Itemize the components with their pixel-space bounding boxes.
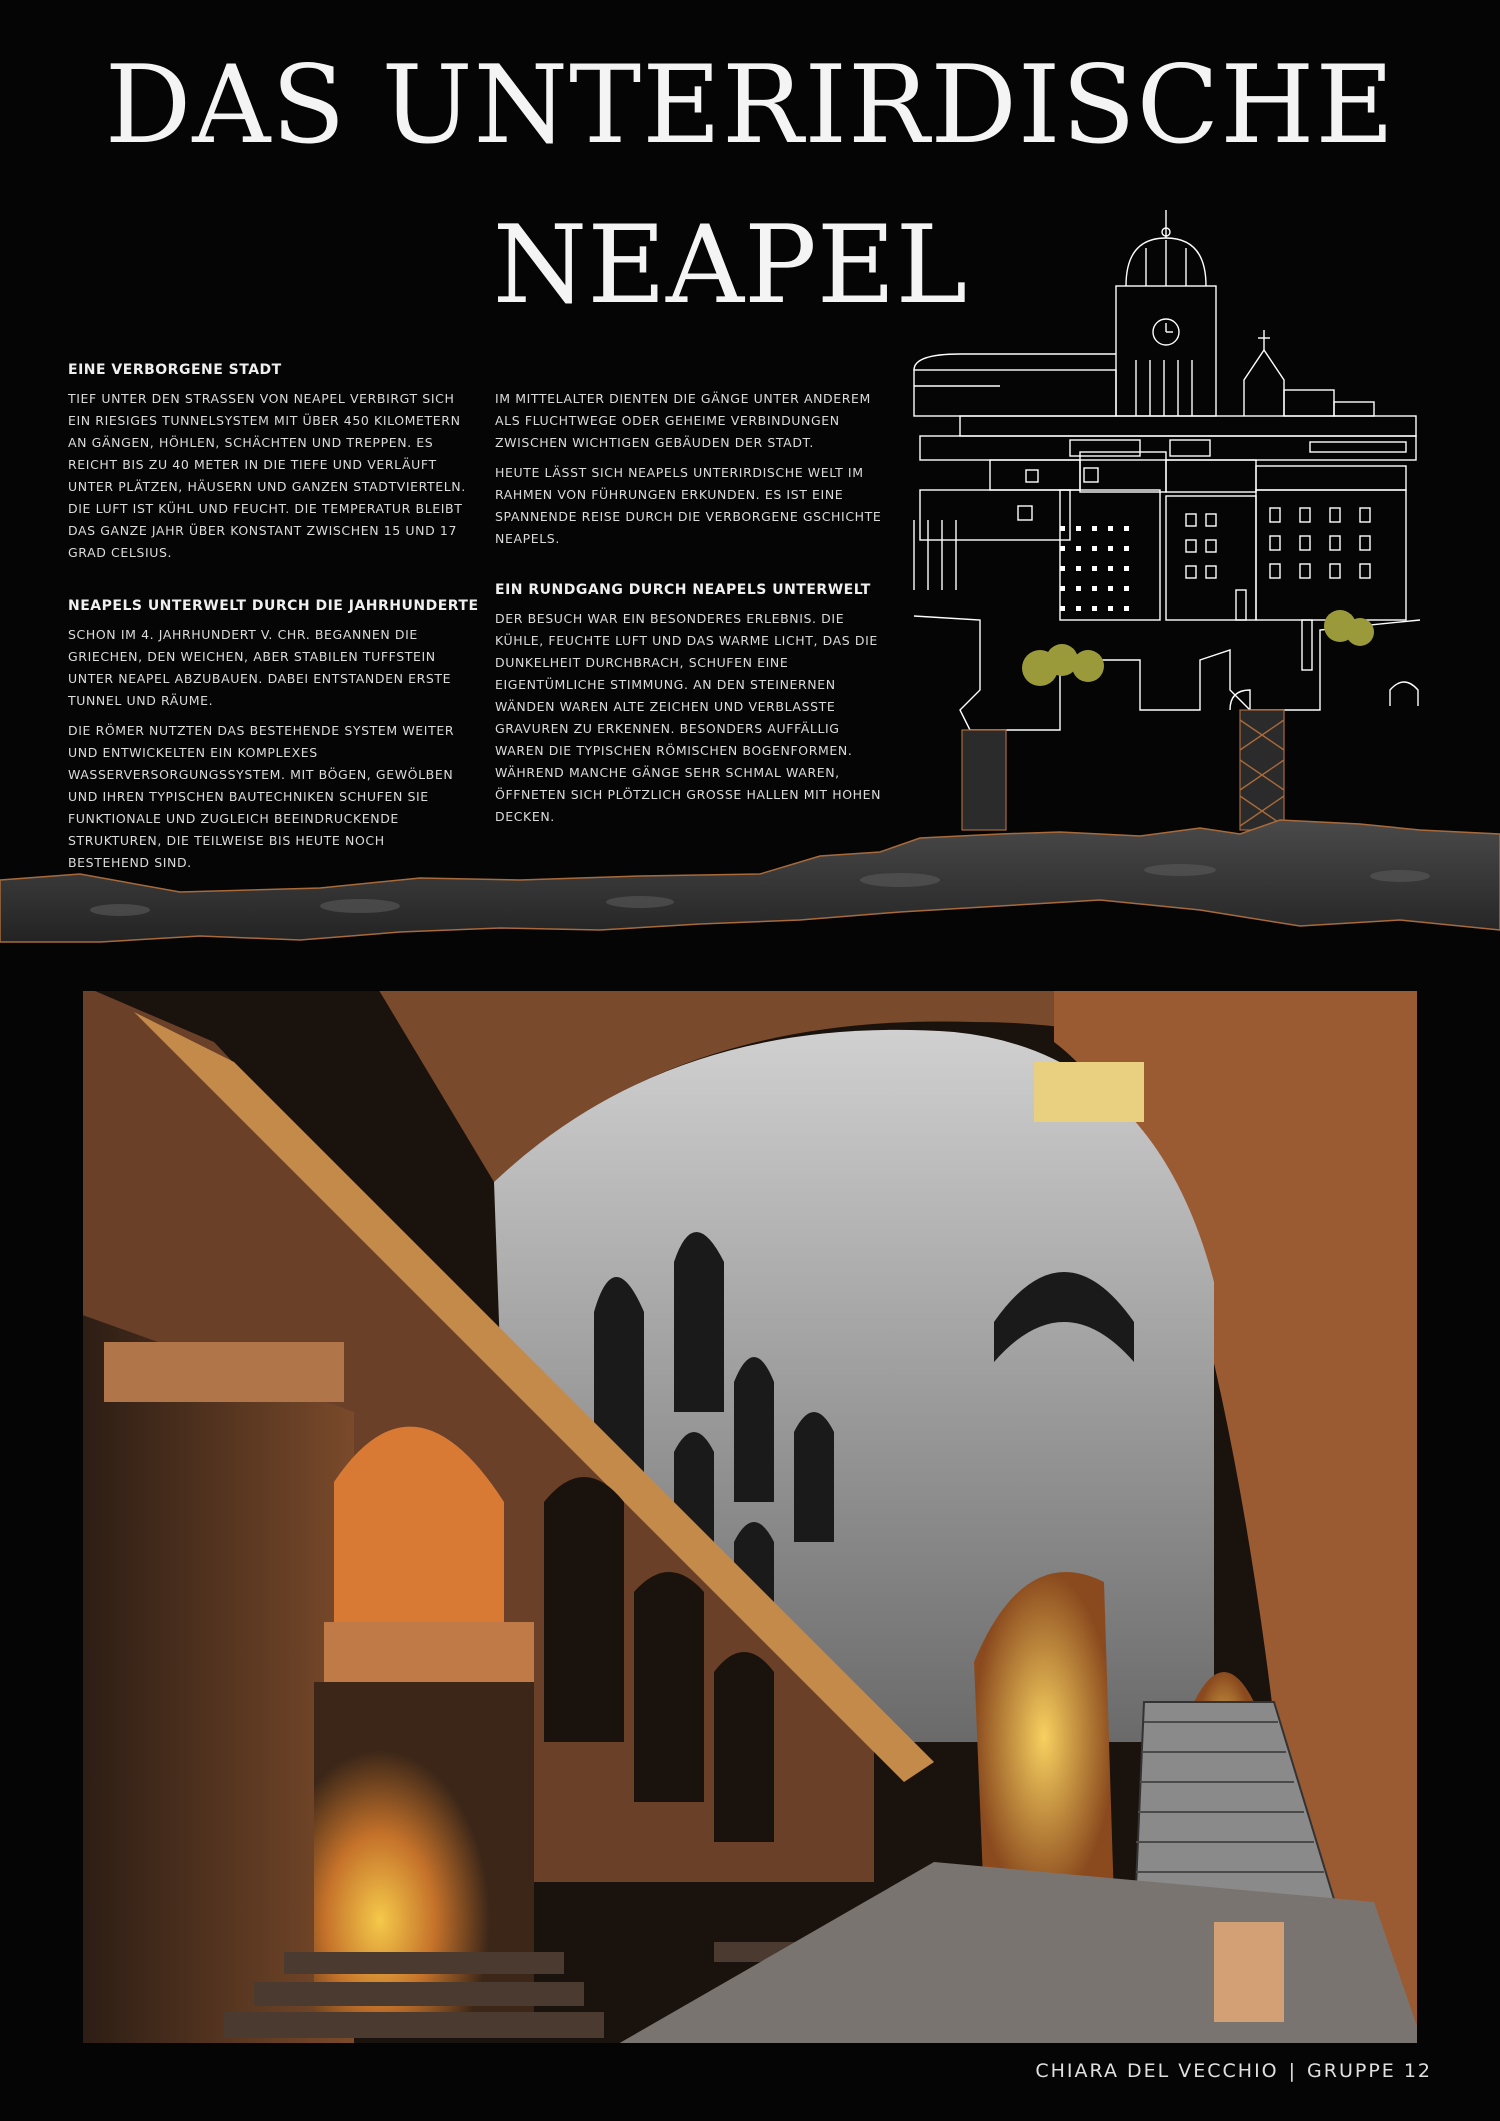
section-text-today: HEUTE LÄSST SICH NEAPELS UNTERIRDISCHE WELT IM RAHMEN VON FÜHRUNGEN ERKUNDEN. ES IST EINE SPANNENDE REISE DURCH DIE VERBORGENE GSCHICHTE NEAPELS. bbox=[495, 465, 882, 546]
underground-hall-painting bbox=[74, 982, 1426, 2052]
section-text-romans: DIE RÖMER NUTZTEN DAS BESTEHENDE SYSTEM WEITER UND ENTWICKELTEN EIN KOMPLEXES WASSERVERSORGUNGSSYSTEM. MIT BÖGEN, GEWÖLBEN UND IHREN TYPISCHEN BAUTECHNIKEN SCHUFEN SIE FUNKTIONALE UND ZUGLEICH BEEINDRUCKENDE STRUKTUREN, DIE TEILWEISE BIS HEUTE NOCH BESTEHEND SIND. bbox=[68, 723, 455, 870]
section-text-tour: DER BESUCH WAR EIN BESONDERES ERLEBNIS. DIE KÜHLE, FEUCHTE LUFT UND DAS WARME LICHT, DAS DIE DUNKELHEIT DURCHBRACH, SCHUFEN EINE EIGENTÜMLICHE STIMMUNG. AN DEN STEINERNEN WÄNDEN WAREN ALTE ZEICHEN UND VERBLASSTE GRAVUREN ZU ERKENNEN. BESONDERS AUFFÄLLIG WAREN DIE TYPISCHEN RÖMISCHEN BOGENFORMEN. WÄHREND MANCHE GÄNGE SEHR SCHMAL WAREN, ÖFFNETEN SICH PLÖTZLICH GROSSE HALLEN MIT HOHEN DECKEN. bbox=[495, 611, 882, 824]
tree-icon bbox=[1022, 610, 1374, 686]
group-label: GRUPPE 12 bbox=[1307, 2060, 1432, 2082]
section-heading-tour: EIN RUNDGANG DURCH NEAPELS UNTERWELT bbox=[495, 582, 871, 598]
poster-title-line-2: NEAPEL bbox=[492, 203, 968, 328]
author-name: CHIARA DEL VECCHIO bbox=[1035, 2060, 1279, 2082]
building-cross-section-drawing bbox=[900, 190, 1440, 870]
section-heading-hidden-city: EINE VERBORGENE STADT bbox=[68, 362, 282, 378]
poster-title-line-1: DAS UNTERIRDISCHE bbox=[104, 43, 1396, 168]
section-text-middle-ages: IM MITTELALTER DIENTEN DIE GÄNGE UNTER ANDEREM ALS FLUCHTWEGE ODER GEHEIME VERBINDUNGEN ZWISCHEN WICHTIGEN GEBÄUDEN DER STADT. bbox=[495, 391, 871, 450]
underground-rock-layer bbox=[0, 780, 1500, 970]
section-heading-through-centuries: NEAPELS UNTERWELT DURCH DIE JAHRHUNDERTE bbox=[68, 598, 479, 614]
credit-separator: | bbox=[1288, 2060, 1298, 2082]
section-text-hidden-city: TIEF UNTER DEN STRASSEN VON NEAPEL VERBIRGT SICH EIN RIESIGES TUNNELSYSTEM MIT ÜBER 450 KILOMETERN AN GÄNGEN, HÖHLEN, SCHÄCHTEN UND TREPPEN. ES REICHT BIS ZU 40 METER IN DIE TIEFE UND VERLÄUFT UNTER PLÄTZEN, HÄUSERN UND GANZEN STADTVIERTELN. DIE LUFT IST KÜHL UND FEUCHT. DIE TEMPERATUR BLEIBT DAS GANZE JAHR ÜBER KONSTANT ZWISCHEN 15 UND 17 GRAD CELSIUS. bbox=[68, 391, 466, 560]
poster-credit bbox=[1035, 2060, 1432, 2082]
section-text-greeks: SCHON IM 4. JAHRHUNDERT V. CHR. BEGANNEN DIE GRIECHEN, DEN WEICHEN, ABER STABILEN TUFFSTEIN UNTER NEAPEL ABZUBAUEN. DABEI ENTSTANDEN ERSTE TUNNEL UND RÄUME. bbox=[68, 627, 452, 708]
